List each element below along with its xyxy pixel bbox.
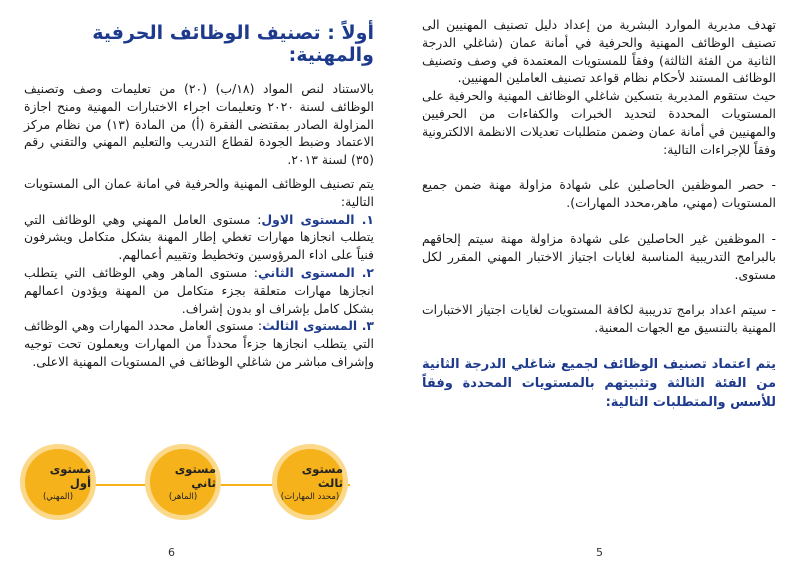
level-2-heading: ٢. المستوى الثاني — [258, 264, 374, 280]
bullet-uncertified-employees: - الموظفين غير الحاصلين على شهادة مزاولة مهنة سيتم إلحاقهم بالبرامج التدريبية المناسبة لغايات اجتياز الاختبار المهني المقرر لكل مستوى. — [422, 230, 776, 282]
bullet-training-programs: - سيتم اعداد برامج تدريبية لكافة المستويات لغايات اجتياز الاختبارات المهنية بالتنسيق مع الجهات المعنية. — [422, 302, 776, 336]
bullet-certified-employees: - حصر الموظفين الحاصلين على شهادة مزاولة مهنة ضمن جميع المستويات (مهني، ماهر،محدد المهارات). — [422, 177, 776, 211]
level-circle-first-sublabel: (المهني) — [42, 492, 74, 502]
section-title: أولاً : تصنيف الوظائف الحرفية والمهنية: — [92, 22, 374, 66]
level-1-description — [24, 211, 374, 264]
level-2-description — [24, 264, 374, 317]
level-circle-second-sublabel: (الماهر) — [168, 492, 198, 502]
level-3-description — [24, 317, 374, 370]
level-3-heading: ٣. المستوى الثالث — [262, 318, 374, 334]
purpose-paragraph: تهدف مديرية الموارد البشرية من إعداد دليل تصنيف المهنيين الى تصنيف الوظائف المهنية والحرفية في أمانة عمان (شاغلي الدرجة الثانية من الفئة الثالثة) وفقاً للمستويات المعتمدة في وصف وتصنيف الوظائف المستند لأحكام نظام قواعد تصنيف العاملين المهنيين. — [422, 17, 776, 86]
level-1-text: : مستوى العامل المهني وهي الوظائف التي يتطلب انجازها مهارات تغطي إطار المهنة بشكل متكامل ويشرفون فنياً على اداء المرؤوسين وتخطيط وتقييم أعمالهم. — [24, 211, 374, 263]
level-3-text: : مستوى العامل محدد المهارات وهي الوظائف التي يتطلب انجازها جزءاً محدداً من المهارات ويعملون تحت توجيه وإشراف مباشر من شاغلي الوظائف في المستويات المهنية الاعلى. — [24, 318, 374, 369]
page-number-right: 5 — [596, 546, 603, 559]
classification-intro-paragraph: يتم تصنيف الوظائف المهنية والحرفية في امانة عمان الى المستويات التالية: — [24, 175, 374, 209]
right-page — [400, 0, 800, 567]
level-1-heading: ١. المستوى الاول — [261, 211, 374, 227]
level-circle-third-label: مستوى ثالث — [301, 462, 343, 490]
level-circle-first-label: مستوى أول — [49, 462, 91, 490]
procedure-paragraph: حيث ستقوم المديرية بتسكين شاغلي الوظائف المهنية والحرفية على المستويات المحددة لتحديد الخبرات والكفاءات من الحرفيين والمهنيين في أمانة عمان وضمن متطلبات تعديلات الانظمة الالكترونية وفقاً للإجراءات التالية: — [422, 88, 776, 157]
level-circle-second-label: مستوى ثاني — [174, 462, 216, 490]
level-circle-first — [20, 444, 96, 520]
page-number-left: 6 — [168, 546, 175, 559]
approval-paragraph: يتم اعتماد تصنيف الوظائف لجميع شاغلي الدرجة الثانية من الفئة الثالثة وتثبيتهم بالمستويات المحددة وفقاً للأسس والمتطلبات التالية: — [422, 356, 776, 410]
level-circle-third-sublabel: (محدد المهارات) — [280, 492, 340, 502]
levels-diagram — [0, 444, 400, 524]
level-2-text: : مستوى الماهر وهي الوظائف التي يتطلب انجازها مهارات متعلقة بجزء متكامل من المهنة ويؤدون اعمالهم بشكل كامل بإشراف او بدون إشراف. — [24, 264, 374, 316]
legal-basis-paragraph: بالاستناد لنص المواد (١٨/ب) (٢٠) من تعليمات وصف وتصنيف الوظائف لسنة ٢٠٢٠ وتعليمات اجراء الاختبارات المهنية ومنح اجازة المزاولة الصادر بمقتضى الفقرة (أ) من المادة (١٣) من نظام مركز الاعتماد وضبط الجودة لقطاع التدريب والتعليم المهني والتقني رقم (٣٥) لسنة ٢٠١٣. — [24, 81, 375, 168]
level-circle-third — [272, 444, 348, 520]
level-circle-second — [145, 444, 221, 520]
